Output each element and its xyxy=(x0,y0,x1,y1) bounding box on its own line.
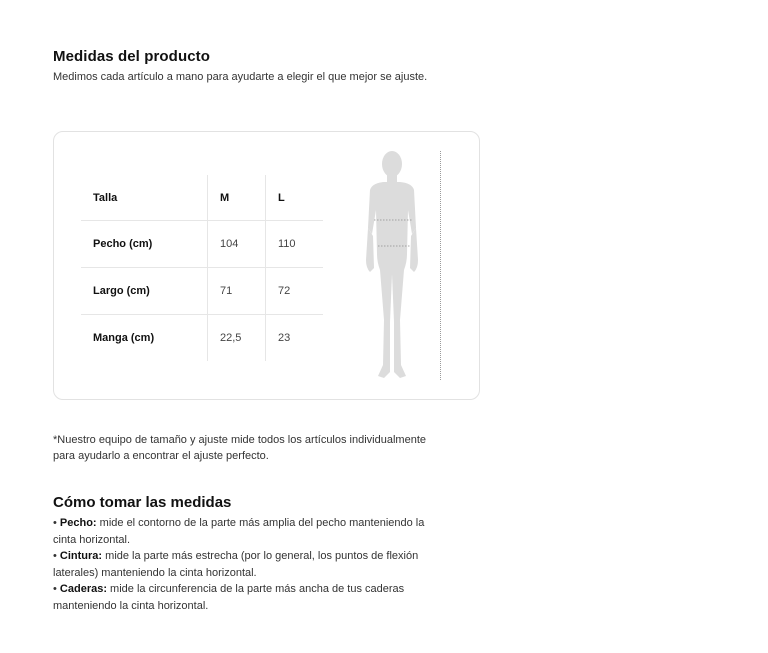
cell-l: 72 xyxy=(266,268,324,315)
header-m: M xyxy=(208,175,266,221)
item-term: Caderas: xyxy=(59,583,107,595)
section-subtitle: Medimos cada artículo a mano para ayudarte a elegir el que mejor se ajuste. xyxy=(53,71,428,83)
item-text: mide el contorno de la parte más amplia del pecho manteniendo la cinta horizontal. xyxy=(53,517,425,546)
bullet: • xyxy=(53,550,57,562)
item-term: Pecho: xyxy=(59,517,97,529)
list-item xyxy=(53,548,443,581)
table-row xyxy=(81,315,323,362)
cell-m: 104 xyxy=(208,221,266,268)
body-silhouette-icon xyxy=(354,150,434,382)
cell-l: 110 xyxy=(266,221,324,268)
table-header-row xyxy=(81,175,323,221)
item-term: Cintura: xyxy=(59,550,103,562)
row-label: Pecho (cm) xyxy=(81,221,208,268)
how-to-measure xyxy=(53,494,443,614)
cell-m: 22,5 xyxy=(208,315,266,362)
row-label: Largo (cm) xyxy=(81,268,208,315)
row-label: Manga (cm) xyxy=(93,332,155,344)
size-table xyxy=(81,175,323,361)
section-title: Medidas del producto xyxy=(53,48,211,65)
header-size: Talla xyxy=(81,175,208,221)
cell-l: 23 xyxy=(266,315,324,362)
cell-m: 71 xyxy=(208,268,266,315)
table-row xyxy=(81,268,323,315)
how-to-title: Cómo tomar las medidas xyxy=(53,494,232,511)
size-chart-card xyxy=(53,131,480,400)
bullet: • xyxy=(53,583,57,595)
bullet: • xyxy=(53,517,57,529)
item-text: mide la parte más estrecha (por lo general, los puntos de flexión laterales) manteniendo la cinta horizontal. xyxy=(53,550,419,579)
fit-note: *Nuestro equipo de tamaño y ajuste mide todos los artículos individualmente para ayudarlo a encontrar el ajuste perfecto. xyxy=(53,434,426,462)
list-item xyxy=(53,515,443,548)
table-row xyxy=(81,221,323,268)
header-l: L xyxy=(266,175,324,221)
product-measures-header xyxy=(53,48,483,85)
list-item xyxy=(53,581,443,614)
item-text: mide la circunferencia de la parte más ancha de tus caderas manteniendo la cinta horizontal. xyxy=(53,583,405,612)
height-measure-line xyxy=(440,151,441,380)
